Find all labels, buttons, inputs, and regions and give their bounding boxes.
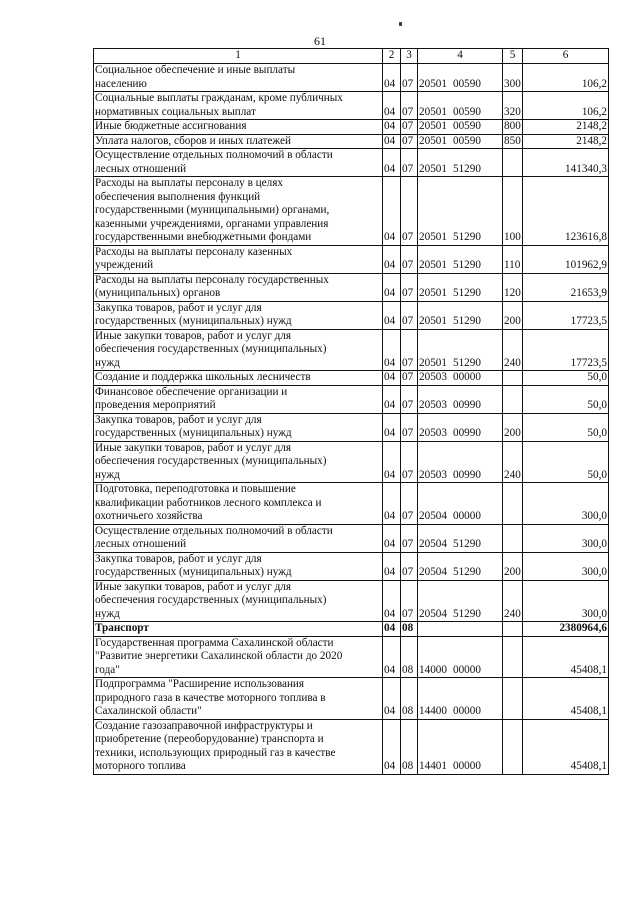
row-program-code: 20501 [419,315,447,327]
row-subsection: 07 [401,524,418,552]
table-row [94,552,609,580]
row-direction-code: 00590 [452,134,481,147]
table-row [94,719,609,774]
row-amount: 300,0 [523,580,609,622]
table-row [94,134,609,149]
row-name-line: Расходы на выплаты персоналу казенных [95,245,293,258]
table-row [94,149,609,177]
row-amount: 123616,8 [523,177,609,246]
row-name-line: государственных (муниципальных) нужд [95,315,292,327]
row-direction-code: 51290 [452,162,481,175]
row-name-line: Иные закупки товаров, работ и услуг для [95,580,292,593]
row-name [94,273,383,301]
row-amount: 2148,2 [523,134,609,149]
row-direction-code: 00590 [452,120,481,132]
row-subsection: 07 [401,483,418,525]
row-direction-code: 51290 [452,315,481,327]
row-section: 04 [383,92,401,120]
row-section: 04 [383,273,401,301]
row-name [94,329,383,371]
row-program-code: 20501 [419,105,447,118]
row-name-line: Иные закупки товаров, работ и услуг для [95,441,292,454]
row-expense-type: 200 [503,301,523,329]
row-expense-type [503,371,523,386]
row-name [94,622,383,637]
row-direction-code: 00000 [452,705,481,717]
header-subsection: 3 [401,49,418,64]
row-section: 04 [383,371,401,386]
row-expense-type: 200 [503,413,523,441]
row-target-article [418,483,503,525]
row-section: 04 [383,413,401,441]
row-name [94,149,383,177]
table-row [94,64,609,92]
row-name-line: приобретение (переоборудование) транспорта и [95,733,324,745]
row-name-line: Закупка товаров, работ и услуг для [95,552,262,565]
row-subsection: 07 [401,64,418,92]
row-target-article [418,622,503,637]
row-section: 04 [383,719,401,774]
row-name-line: Иные закупки товаров, работ и услуг для [95,329,292,342]
row-section: 04 [383,441,401,483]
row-section: 04 [383,636,401,678]
row-subsection: 07 [401,580,418,622]
row-subsection: 08 [401,622,418,637]
row-amount: 2380964,6 [523,622,609,637]
row-subsection: 08 [401,636,418,678]
row-name-line: Транспорт [95,622,149,634]
header-section: 2 [383,49,401,64]
row-program-code: 20501 [419,120,447,132]
row-name-line: Финансовое обеспечение организации и [95,385,288,398]
table-row [94,622,609,637]
table-header-row [94,49,609,64]
row-program-code: 20501 [419,77,447,90]
row-direction-code: 00000 [452,760,481,772]
row-direction-code: 51290 [452,356,481,369]
row-name-line: обеспечения выполнения функций [95,190,261,203]
row-name-line: обеспечения государственных (муниципальных) [95,455,327,467]
row-name-line: охотничьего хозяйства [95,510,203,522]
row-name [94,134,383,149]
row-expense-type: 850 [504,134,521,147]
row-program-code: 20501 [419,356,447,369]
table-row [94,441,609,483]
row-amount: 50,0 [523,441,609,483]
row-name [94,580,383,622]
row-target-article [418,552,503,580]
row-subsection: 07 [401,92,418,120]
row-expense-type: 240 [503,329,523,371]
row-amount: 300,0 [523,524,609,552]
row-direction-code: 00000 [452,510,481,522]
row-name-line: Государственная программа Сахалинской области [95,636,334,649]
table-body [94,64,609,775]
row-amount: 50,0 [523,371,609,386]
row-expense-type [503,636,523,678]
row-program-code: 20504 [419,607,447,620]
row-expense-type: 800 [504,120,521,132]
row-name-line: населению [95,77,147,90]
row-target-article [418,580,503,622]
row-subsection: 08 [401,678,418,720]
row-name-line: нормативных социальных выплат [95,105,256,118]
row-amount: 50,0 [523,413,609,441]
row-name-line: Осуществление отдельных полномочий в области [95,524,333,537]
row-amount: 2148,2 [523,120,609,135]
row-name-line: Осуществление отдельных полномочий в области [95,149,333,161]
row-subsection: 07 [401,371,418,386]
row-name [94,301,383,329]
table-row [94,120,609,135]
row-expense-type: 110 [503,245,523,273]
row-name-line: государственных (муниципальных) нужд [95,427,292,439]
row-direction-code: 00000 [452,371,481,383]
row-name-line: Сахалинской области" [95,705,202,717]
table-row [94,273,609,301]
row-name-line: Расходы на выплаты персоналу в целях [95,177,283,189]
row-name-line: Иные бюджетные ассигнования [95,120,247,132]
row-subsection: 07 [401,149,418,177]
row-subsection: 07 [401,413,418,441]
row-subsection: 07 [401,177,418,246]
row-name-line: нужд [95,356,120,369]
row-section: 04 [383,385,401,413]
row-expense-type: 200 [503,552,523,580]
row-name-line: "Развитие энергетики Сахалинской области до 2020 [95,650,343,662]
row-target-article [418,64,503,92]
row-expense-type: 240 [503,580,523,622]
row-direction-code: 00990 [452,427,481,439]
row-section: 04 [383,64,401,92]
row-direction-code: 00990 [452,468,481,481]
row-name-line: моторного топлива [95,760,186,772]
row-expense-type [503,483,523,525]
row-direction-code: 51290 [452,566,481,578]
row-expense-type [503,149,523,177]
row-name-line: (муниципальных) органов [95,287,221,299]
row-expense-type: 100 [503,177,523,246]
table-row [94,245,609,273]
row-target-article [418,413,503,441]
row-section: 04 [383,301,401,329]
row-name-line: квалификации работников лесного комплекса и [95,496,322,509]
row-name-line: Расходы на выплаты персоналу государственных [95,273,329,286]
row-amount: 300,0 [523,552,609,580]
row-subsection: 07 [401,385,418,413]
row-subsection: 07 [401,301,418,329]
table-row [94,483,609,525]
row-subsection: 07 [401,273,418,301]
row-section: 04 [383,149,401,177]
row-program-code: 20504 [419,566,447,578]
table-row [94,371,609,386]
row-section: 04 [383,177,401,246]
row-name-line: лесных отношений [95,538,187,550]
row-name-line: Подготовка, переподготовка и повышение [95,483,296,495]
row-amount: 106,2 [523,64,609,92]
row-target-article [418,92,503,120]
row-amount: 106,2 [523,92,609,120]
row-direction-code: 51290 [452,231,481,243]
row-name [94,371,383,386]
table-row [94,385,609,413]
row-section: 04 [383,120,401,135]
page-number: 61 [314,34,326,48]
row-name-line: нужд [95,607,120,620]
row-target-article [418,441,503,483]
row-name-line: Создание газозаправочной инфраструктуры и [95,719,313,732]
row-direction-code: 00590 [452,105,481,118]
row-direction-code: 51290 [452,607,481,620]
row-name-line: природного газа в качестве моторного топлива в [95,691,326,704]
row-name-line: государственными (муниципальными) органами, [95,204,330,216]
row-section: 04 [383,678,401,720]
row-target-article [418,120,503,135]
table-row [94,413,609,441]
row-subsection: 07 [401,329,418,371]
row-section: 04 [383,524,401,552]
row-name [94,64,383,92]
row-target-article [418,245,503,273]
row-direction-code: 51290 [452,538,481,550]
row-target-article [418,273,503,301]
row-target-article [418,524,503,552]
row-section: 04 [383,329,401,371]
row-name [94,120,383,135]
row-section: 04 [383,622,401,637]
row-subsection: 07 [401,441,418,483]
row-name-line: государственными внебюджетными фондами [95,231,312,243]
row-program-code: 20501 [419,162,447,175]
row-name-line: Создание и поддержка школьных лесничеств [95,371,311,383]
row-name-line: обеспечения государственных (муниципальных) [95,594,327,606]
row-program-code: 14400 [419,705,447,717]
row-name-line: государственных (муниципальных) нужд [95,566,292,578]
row-amount: 17723,5 [523,329,609,371]
row-section: 04 [383,552,401,580]
table-row [94,580,609,622]
row-target-article [418,678,503,720]
table-row [94,92,609,120]
row-name [94,636,383,678]
row-expense-type [503,524,523,552]
row-amount: 50,0 [523,385,609,413]
scan-speck [399,22,402,26]
row-expense-type: 240 [503,441,523,483]
row-amount: 101962,9 [523,245,609,273]
row-name-line: Уплата налогов, сборов и иных платежей [95,134,291,147]
row-section: 04 [383,134,401,149]
row-direction-code: 00990 [452,399,481,411]
row-program-code: 14000 [419,663,447,676]
row-name-line: техники, использующих природный газ в качестве [95,746,336,759]
row-expense-type [503,385,523,413]
row-section: 04 [383,245,401,273]
row-direction-code: 51290 [452,259,481,271]
row-name-line: обеспечения государственных (муниципальных) [95,343,327,355]
row-program-code: 20504 [419,538,447,550]
row-program-code: 20503 [419,371,447,383]
row-direction-code: 00000 [452,663,481,676]
row-name [94,483,383,525]
row-name-line: Закупка товаров, работ и услуг для [95,301,262,314]
row-name-line: года" [95,663,120,676]
budget-table [93,48,609,775]
row-subsection: 07 [401,245,418,273]
row-name [94,92,383,120]
row-program-code: 20504 [419,510,447,522]
row-name [94,719,383,774]
header-name: 1 [94,49,383,64]
row-program-code: 20503 [419,427,447,439]
row-amount: 300,0 [523,483,609,525]
table-row [94,177,609,246]
row-name [94,245,383,273]
row-name [94,177,383,246]
row-name-line: проведения мероприятий [95,399,216,411]
header-target-article: 4 [418,49,503,64]
row-target-article [418,719,503,774]
row-section: 04 [383,483,401,525]
row-target-article [418,149,503,177]
row-name-line: Социальное обеспечение и иные выплаты [95,64,296,76]
row-name-line: Подпрограмма "Расширение использования [95,678,305,690]
row-expense-type: 120 [503,273,523,301]
row-amount: 45408,1 [523,636,609,678]
row-subsection: 07 [401,134,418,149]
table-row [94,524,609,552]
row-amount: 17723,5 [523,301,609,329]
row-subsection: 07 [401,552,418,580]
row-subsection: 07 [401,120,418,135]
row-program-code: 14401 [419,760,447,772]
row-direction-code: 00590 [452,77,481,90]
row-name [94,441,383,483]
table-row [94,301,609,329]
row-program-code: 20501 [419,259,447,271]
row-name-line: Закупка товаров, работ и услуг для [95,413,262,426]
row-name-line: Социальные выплаты гражданам, кроме публичных [95,92,343,104]
row-expense-type: 320 [503,92,523,120]
table-row [94,678,609,720]
row-program-code: 20503 [419,399,447,411]
row-name-line: учреждений [95,259,154,271]
row-target-article [418,301,503,329]
row-program-code: 20503 [419,468,447,481]
row-subsection: 08 [401,719,418,774]
row-program-code: 20501 [419,231,447,243]
table-row [94,636,609,678]
row-expense-type [503,719,523,774]
row-direction-code: 51290 [452,287,481,299]
row-target-article [418,385,503,413]
header-expense-type: 5 [503,49,523,64]
row-section: 04 [383,580,401,622]
row-name-line: казенными учреждениями, органами управления [95,217,329,230]
row-name-line: лесных отношений [95,162,187,175]
row-program-code: 20501 [419,134,447,147]
row-name [94,413,383,441]
row-target-article [418,177,503,246]
row-amount: 45408,1 [523,678,609,720]
row-amount: 141340,3 [523,149,609,177]
row-program-code: 20501 [419,287,447,299]
row-target-article [418,371,503,386]
row-name-line: нужд [95,468,120,481]
row-expense-type [503,622,523,637]
row-name [94,385,383,413]
row-expense-type: 300 [503,64,523,92]
table-row [94,329,609,371]
row-target-article [418,636,503,678]
row-name [94,678,383,720]
row-name [94,524,383,552]
row-target-article [418,134,503,149]
row-name [94,552,383,580]
row-amount: 45408,1 [523,719,609,774]
row-target-article [418,329,503,371]
row-amount: 21653,9 [523,273,609,301]
row-expense-type [503,678,523,720]
header-amount: 6 [523,49,609,64]
